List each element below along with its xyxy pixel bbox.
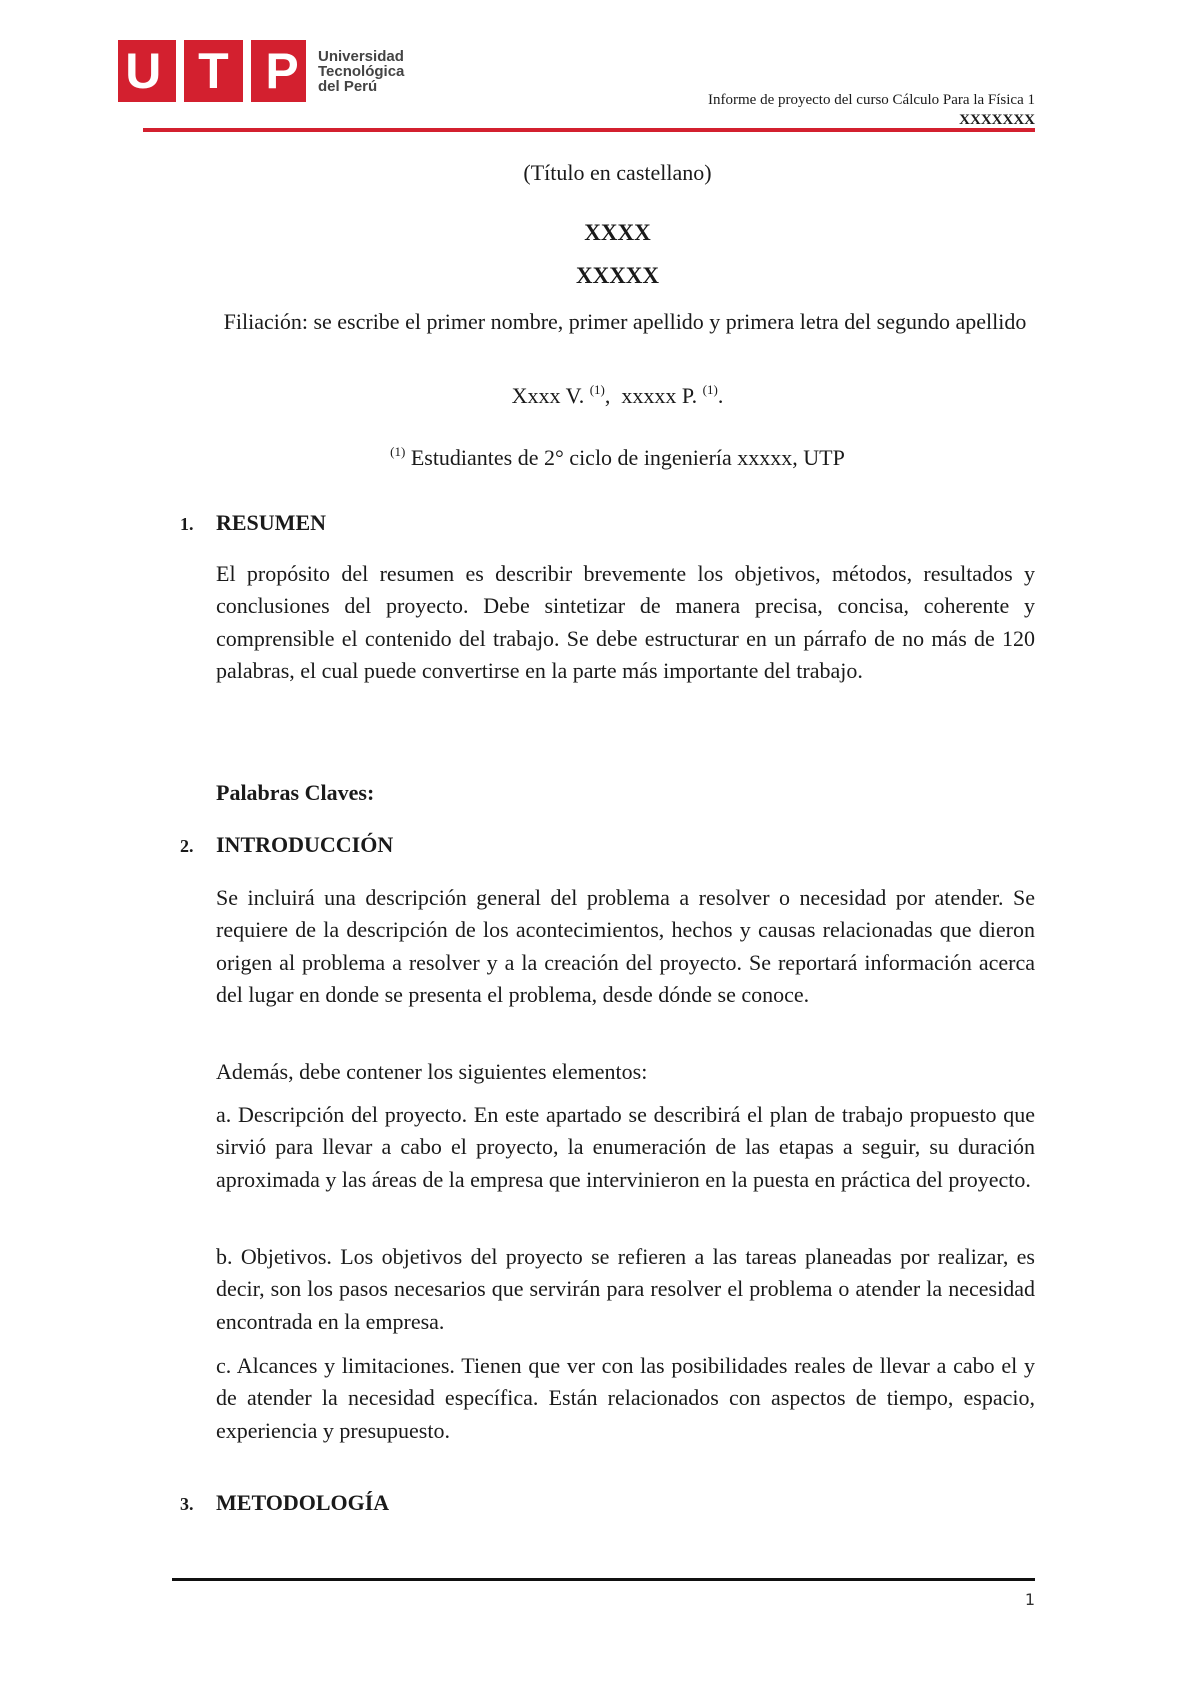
intro-paragraph-2: Además, debe contener los siguientes elementos:: [216, 1059, 648, 1084]
keywords-label: Palabras Claves:: [216, 780, 375, 805]
course-line: Informe de proyecto del curso Cálculo Para la Física 1: [708, 92, 1035, 108]
affiliation-sup: (1): [390, 444, 406, 459]
resumen-paragraph: El propósito del resumen es describir brevemente los objetivos, métodos, resultados y conclusiones del proyecto. Debe sintetizar de manera precisa, concisa, coherente y comprensible el contenido del trabajo. Se debe estructurar en un párrafo de no más de 120 palabras, el cual puede convertirse en la parte más importante del trabajo.: [216, 561, 1035, 683]
section-title: RESUMEN: [216, 510, 327, 535]
intro-paragraph-1: Se incluirá una descripción general del problema a resolver o necesidad por atender. Se requiere de la descripción de los acontecimientos, hechos y causas relacionadas que dieron origen al problema a resolver y a la creación del proyecto. Se reportará información acerca del lugar en donde se presenta el problema, desde dónde se conoce.: [216, 885, 1035, 1007]
page-header: [708, 90, 1035, 130]
intro-item-b: b. Objetivos. Los objetivos del proyecto se refieren a las tareas planeadas por realizar, es decir, son los pasos necesarios que servirán para resolver el problema o atender la necesidad encontrada en la empresa.: [216, 1244, 1035, 1334]
intro-item-a: a. Descripción del proyecto. En este apartado se describirá el plan de trabajo propuesto que sirvió para llevar a cabo el proyecto, la enumeración de las etapas a seguir, su duración aproximada y las áreas de la empresa que intervinieron en la puesta en práctica del proyecto.: [216, 1102, 1035, 1192]
section-heading-introduccion: [180, 832, 393, 860]
author-2: xxxxx P.: [621, 383, 698, 408]
filiacion-note: Filiación: se escribe el primer nombre, primer apellido y primera letra del segundo apellido: [223, 309, 1027, 334]
author-1: Xxxx V.: [511, 383, 585, 408]
utp-logo-text: Universidad Tecnológica del Perú: [318, 47, 405, 95]
author-1-sup: (1): [589, 382, 605, 397]
section-number: 2.: [180, 836, 194, 856]
logo-letter-u: U: [125, 43, 162, 99]
utp-logo: [118, 40, 404, 102]
section-number: 3.: [180, 1494, 194, 1514]
author-2-sup: (1): [702, 382, 718, 397]
title-spanish: (Título en castellano): [523, 160, 712, 185]
title-line-2: XXXXX: [575, 263, 660, 288]
header-divider: [143, 128, 1035, 132]
utp-logo-mark: [118, 40, 306, 102]
section-number: 1.: [180, 514, 194, 534]
logo-letter-t: T: [198, 43, 229, 99]
intro-item-c: c. Alcances y limitaciones. Tienen que ver con las posibilidades reales de llevar a cabo el y de atender la necesidad específica. Están relacionados con aspectos de tiempo, espacio, experiencia y presupuesto.: [216, 1353, 1035, 1443]
title-line-1: XXXX: [584, 220, 651, 245]
header-code: XXXXXXX: [959, 112, 1035, 128]
affiliation-line: [200, 445, 1035, 471]
section-title: INTRODUCCIÓN: [216, 832, 394, 857]
footer-divider: [172, 1578, 1035, 1581]
section-title: METODOLOGÍA: [216, 1490, 390, 1515]
logo-letter-p: P: [265, 43, 299, 99]
section-heading-metodologia: [180, 1490, 389, 1518]
section-heading-resumen: [180, 510, 326, 538]
authors-line: Xxxx V. $^{(1)}$, xxxxx P. $^{(1)}$.: [511, 382, 724, 408]
page-number: 1: [1024, 1590, 1035, 1609]
affiliation-text: Estudiantes de 2° ciclo de ingeniería xxxxx, UTP: [410, 445, 845, 470]
